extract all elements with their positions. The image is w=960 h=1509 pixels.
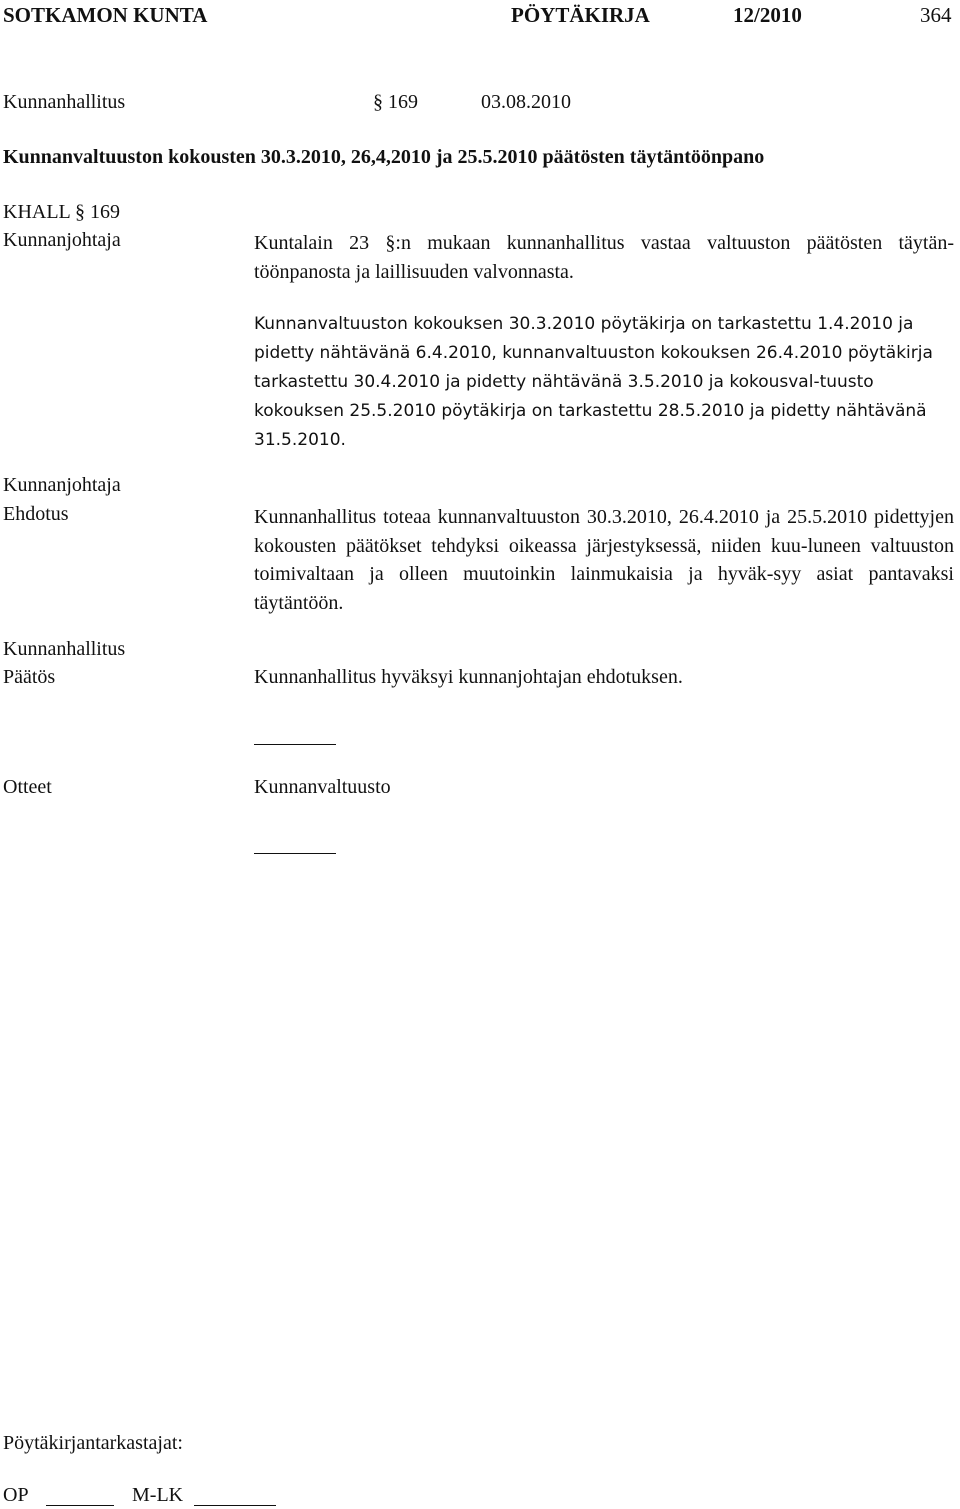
item-reference: KHALL § 169 bbox=[3, 201, 121, 223]
meeting-body: Kunnanhallitus bbox=[3, 91, 126, 113]
separator-line-top bbox=[254, 744, 336, 745]
checker-initials-1: OP bbox=[3, 1484, 29, 1506]
minutes-paragraph: Kunnanvaltuuston kokouksen 30.3.2010 pöytäkirja on tarkastettu 1.4.2010 ja pidetty nähtävänä 6.4.2010, kunnanvaltuuston kokouksen 26.4.2010 pöytäkirja tarkastettu 30.4.2010 ja pidetty nähtävänä 3.5.2010 ja kokousval-tuusto kokouksen 25.5.2010 pöytäkirja on tarkastettu 28.5.2010 ja pidetty nähtävänä 31.5.2010. bbox=[254, 314, 933, 450]
proposal-label: Ehdotus bbox=[3, 503, 69, 525]
decision-body-label: Kunnanhallitus bbox=[3, 638, 126, 660]
minutes-checkers-label: Pöytäkirjantarkastajat: bbox=[3, 1432, 183, 1454]
checker-initials-2: M-LK bbox=[132, 1484, 184, 1506]
document-type: PÖYTÄKIRJA bbox=[511, 3, 650, 27]
proposal-author-label: Kunnanjohtaja bbox=[3, 474, 121, 496]
separator-line-bottom bbox=[254, 853, 336, 854]
signature-line-1 bbox=[46, 1505, 114, 1506]
extracts-label: Otteet bbox=[3, 776, 52, 798]
extracts-recipient: Kunnanvaltuusto bbox=[254, 776, 391, 798]
page-number: 364 bbox=[920, 3, 952, 27]
meeting-section: § 169 bbox=[373, 91, 418, 113]
item-title: Kunnanvaltuuston kokousten 30.3.2010, 26,4,2010 ja 25.5.2010 päätösten täytäntöönpano bbox=[3, 146, 765, 168]
proposal-text: Kunnanhallitus toteaa kunnanvaltuuston 30.3.2010, 26.4.2010 ja 25.5.2010 pidettyjen kokousten päätökset tehdyksi oikeassa järjestyksessä, niiden kuu-luneen valtuuston toimivaltaan ja olleen muutoinkin lainmukaisia ja hyväk-syy asiat pantavaksi täytäntöön. bbox=[254, 506, 954, 614]
municipality-name: SOTKAMON KUNTA bbox=[3, 3, 208, 27]
decision-text: Kunnanhallitus hyväksyi kunnanjohtajan ehdotuksen. bbox=[254, 666, 683, 688]
intro-paragraph: Kuntalain 23 §:n mukaan kunnanhallitus vastaa valtuuston päätösten täytän-töönpanosta ja laillisuuden valvonnasta. bbox=[254, 232, 954, 283]
signature-line-2 bbox=[194, 1505, 276, 1506]
preparer-label: Kunnanjohtaja bbox=[3, 229, 121, 251]
meeting-date: 03.08.2010 bbox=[481, 91, 571, 113]
issue-number: 12/2010 bbox=[733, 3, 802, 27]
decision-label: Päätös bbox=[3, 666, 56, 688]
